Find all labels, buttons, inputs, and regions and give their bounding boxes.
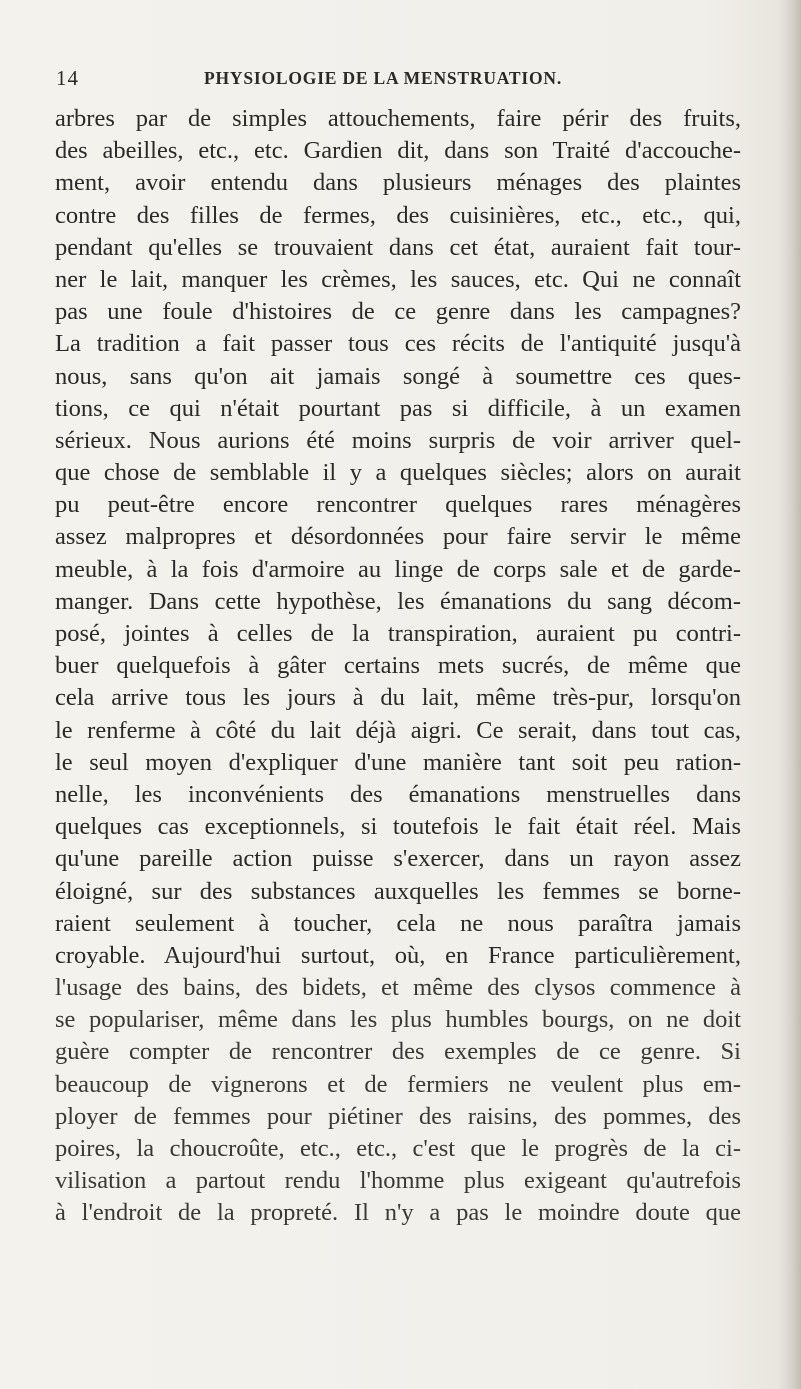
text-line: contre des filles de fermes, des cuisinières, etc., etc., qui, [55, 201, 741, 229]
text-line: guère compter de rencontrer des exemples de ce genre. Si [55, 1038, 741, 1066]
running-head: PHYSIOLOGIE DE LA MENSTRUATION. [204, 68, 563, 88]
text-line: arbres par de simples attouchements, faire périr des fruits, [55, 105, 741, 132]
text-line: pas une foule d'histoires de ce genre dans les campagnes? [55, 298, 741, 326]
text-line: ner le lait, manquer les crèmes, les sauces, etc. Qui ne connaît [55, 265, 741, 293]
text-line: l'usage des bains, des bidets, et même des clysos commence à [55, 974, 741, 1002]
text-line: quelques cas exceptionnels, si toutefois le fait était réel. Mais [55, 813, 741, 841]
text-line: poires, la choucroûte, etc., etc., c'est que le progrès de la ci- [55, 1135, 741, 1162]
text-line: que chose de semblable il y a quelques siècles; alors on aurait [55, 459, 741, 487]
text-line: croyable. Aujourd'hui surtout, où, en France particulièrement, [55, 941, 741, 969]
text-line: beaucoup de vignerons et de fermiers ne veulent plus em- [55, 1070, 741, 1098]
text-line: ment, avoir entendu dans plusieurs ménages des plaintes [55, 169, 741, 197]
text-line: des abeilles, etc., etc. Gardien dit, dans son Traité d'accouche- [55, 137, 741, 165]
text-line: se populariser, même dans les plus humbles bourgs, on ne doit [55, 1006, 741, 1034]
text-line: nous, sans qu'on ait jamais songé à soumettre ces ques- [55, 362, 741, 390]
text-line: éloigné, sur des substances auxquelles les femmes se borne- [55, 877, 741, 905]
text-line: vilisation a partout rendu l'homme plus exigeant qu'autrefois [55, 1167, 741, 1195]
text-line: le renferme à côté du lait déjà aigri. Ce serait, dans tout cas, [55, 716, 741, 744]
text-line: sérieux. Nous aurions été moins surpris de voir arriver quel- [55, 426, 741, 454]
text-line: meuble, à la fois d'armoire au linge de corps sale et de garde- [55, 555, 741, 583]
text-line: cela arrive tous les jours à du lait, même très-pur, lorsqu'on [55, 684, 741, 712]
text-line: La tradition a fait passer tous ces récits de l'antiquité jusqu'à [55, 330, 741, 358]
page-header [56, 66, 756, 96]
text-line: ployer de femmes pour piétiner des raisins, des pommes, des [55, 1102, 741, 1130]
page-edge-shadow [779, 0, 801, 1389]
text-line: raient seulement à toucher, cela ne nous paraîtra jamais [55, 909, 741, 937]
text-line: posé, jointes à celles de la transpiration, auraient pu contri- [55, 620, 741, 647]
text-line: pu peut-être encore rencontrer quelques rares ménagères [55, 491, 741, 519]
text-line: assez malpropres et désordonnées pour faire servir le même [55, 523, 741, 551]
text-line: pendant qu'elles se trouvaient dans cet état, auraient fait tour- [55, 233, 741, 261]
text-line: qu'une pareille action puisse s'exercer, dans un rayon assez [55, 845, 741, 873]
page-number: 14 [56, 66, 79, 90]
text-line: à l'endroit de la propreté. Il n'y a pas le moindre doute que [55, 1199, 741, 1227]
text-line: buer quelquefois à gâter certains mets sucrés, de même que [55, 652, 741, 680]
text-line: tions, ce qui n'était pourtant pas si difficile, à un examen [55, 394, 741, 422]
body-text [55, 103, 741, 1230]
text-line: manger. Dans cette hypothèse, les émanations du sang décom- [55, 587, 741, 615]
text-line: le seul moyen d'expliquer d'une manière tant soit peu ration- [55, 748, 741, 776]
text-line: nelle, les inconvénients des émanations menstruelles dans [55, 780, 741, 808]
